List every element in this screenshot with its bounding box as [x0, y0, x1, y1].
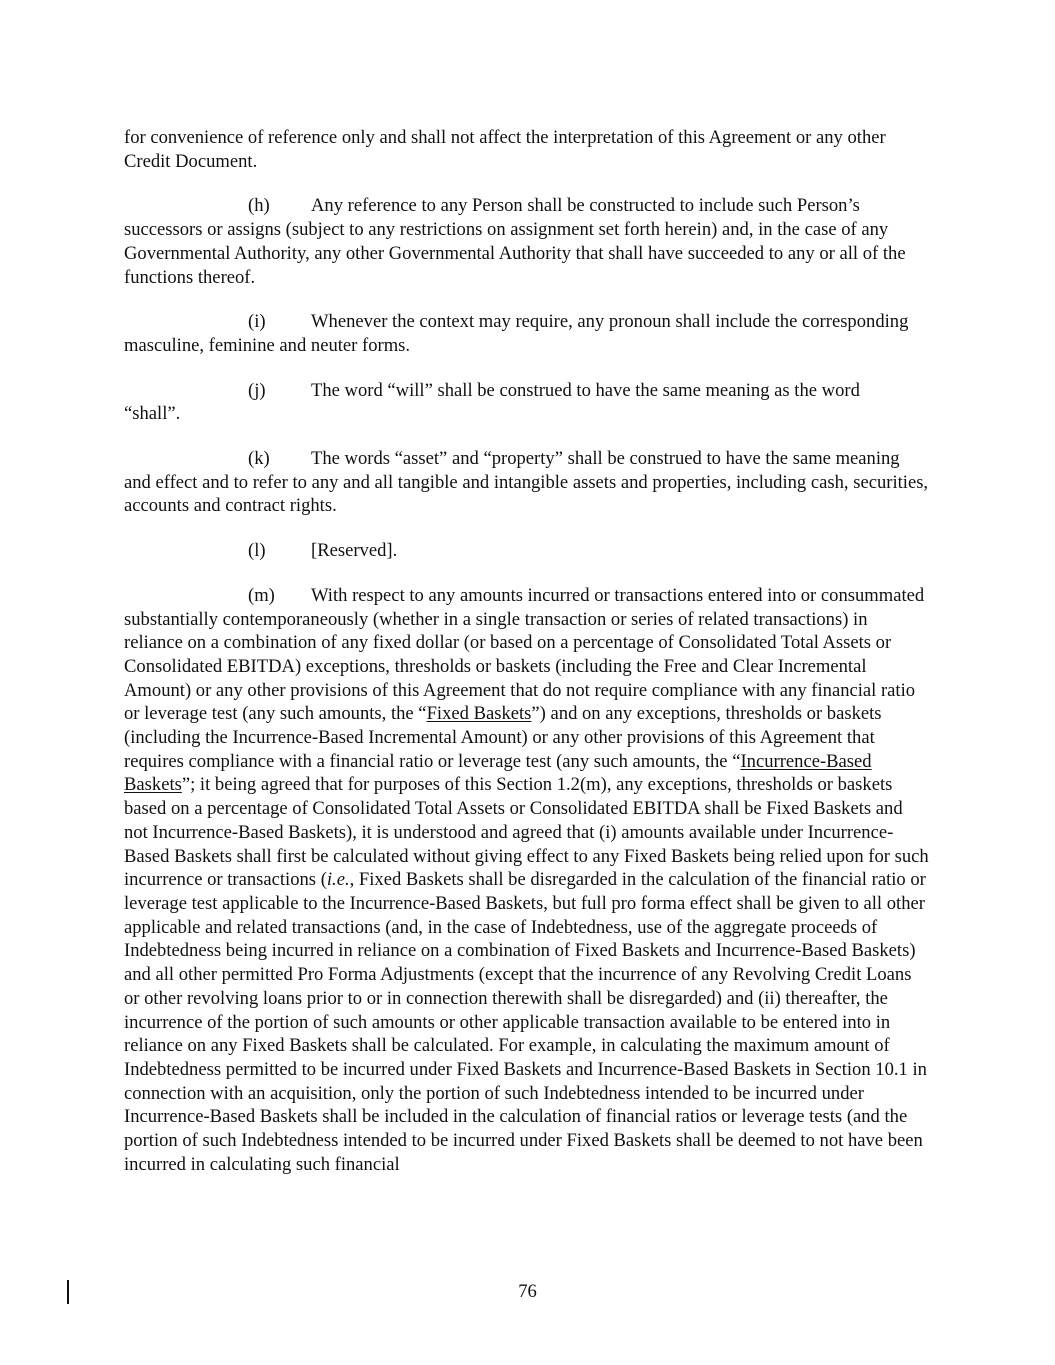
- clause-text: Whenever the context may require, any pronoun shall include the corresponding masculine, feminine and neuter forms.: [124, 311, 909, 356]
- clause-label: (h): [248, 195, 270, 217]
- clause-i: [124, 310, 930, 357]
- clause-text-part-3: ”; it being agreed that for purposes of this Section 1.2(m), any exceptions, thresholds or baskets based on a percentage of Consolidated Total Assets or Consolidated EBITDA shall be Fixed Baskets and not Incurrence-Based Baskets), it is understood and agreed that (i) amounts available under Incurrence-Based Baskets shall first be calculated without giving effect to any Fixed Baskets being relied upon for such incurrence or transactions (: [124, 774, 929, 891]
- clause-l: [124, 539, 930, 563]
- clause-text: Any reference to any Person shall be constructed to include such Person’s successors or assigns (subject to any restrictions on assignment set forth herein) and, in the case of any Governmental Authority, any other Governmental Authority that shall have succeeded to any or all of the functions thereof.: [124, 195, 906, 288]
- clause-text-part-1: With respect to any amounts incurred or transactions entered into or consummated substantially contemporaneously (whether in a single transaction or series of related transactions) in reliance on a combination of any fixed dollar (or based on a percentage of Consolidated Total Assets or Consolidated EBITDA) exceptions, thresholds or baskets (including the Free and Clear Incremental Amount) or any other provisions of this Agreement that do not require compliance with any financial ratio or leverage test (any such amounts, the “: [124, 584, 925, 725]
- clause-label: (j): [248, 379, 266, 401]
- carryover-paragraph: for convenience of reference only and shall not affect the interpretation of this Agreement or any other Credit Document.: [124, 127, 886, 172]
- clause-text: [Reserved].: [311, 540, 398, 562]
- clause-text-part-2: ”) and on any exceptions, thresholds or baskets (including the Incurrence-Based Incremental Amount) or any other provisions of this Agreement that requires compliance with a financial ratio or leverage test (any such amounts, the “: [124, 703, 882, 772]
- clause-text: The words “asset” and “property” shall be construed to have the same meaning and effect and to refer to any and all tangible and intangible assets and properties, including cash, securities, accounts and contract rights.: [124, 448, 929, 517]
- clause-text-part-4: , Fixed Baskets shall be disregarded in the calculation of the financial ratio or leverage test applicable to the Incurrence-Based Baskets, but full pro forma effect shall be given to all other applicable and related transactions (and, in the case of Indebtedness, use of the aggregate proceeds of Indebtedness being incurred in reliance on a combination of Fixed Baskets and Incurrence-Based Baskets) and all other permitted Pro Forma Adjustments (except that the incurrence of any Revolving Credit Loans or other revolving loans prior to or in connection therewith shall be disregarded) and (ii) thereafter, the incurrence of the portion of such amounts or other applicable transaction available to be entered into in reliance on any Fixed Baskets shall be calculated. For example, in calculating the maximum amount of Indebtedness permitted to be incurred under Fixed Baskets and Incurrence-Based Baskets in Section 10.1 in connection with an acquisition, only the portion of such Indebtedness intended to be incurred under Incurrence-Based Baskets shall be included in the calculation of financial ratios or leverage tests (and the portion of such Indebtedness intended to be incurred under Fixed Baskets shall be deemed to not have been incurred in calculating such financial: [124, 869, 927, 1175]
- clause-label: (l): [248, 540, 266, 562]
- clause-label: (k): [248, 448, 270, 470]
- document-body: [124, 126, 930, 1176]
- clause-text: The word “will” shall be construed to have the same meaning as the word: [311, 379, 860, 401]
- clause-label: (m): [248, 584, 275, 606]
- clause-h: [124, 194, 930, 289]
- clause-m: [124, 584, 930, 1177]
- clause-j: [124, 379, 930, 403]
- defined-term-fixed-baskets: Fixed Baskets: [426, 703, 532, 725]
- defined-term-incurrence-based-baskets: Incurrence-Based Baskets: [124, 750, 872, 796]
- page-number: 76: [518, 1281, 537, 1302]
- italic-ie: i.e.: [326, 869, 350, 891]
- clause-j-tail: “shall”.: [124, 403, 181, 425]
- clause-label: (i): [248, 311, 266, 333]
- clause-k: [124, 447, 930, 518]
